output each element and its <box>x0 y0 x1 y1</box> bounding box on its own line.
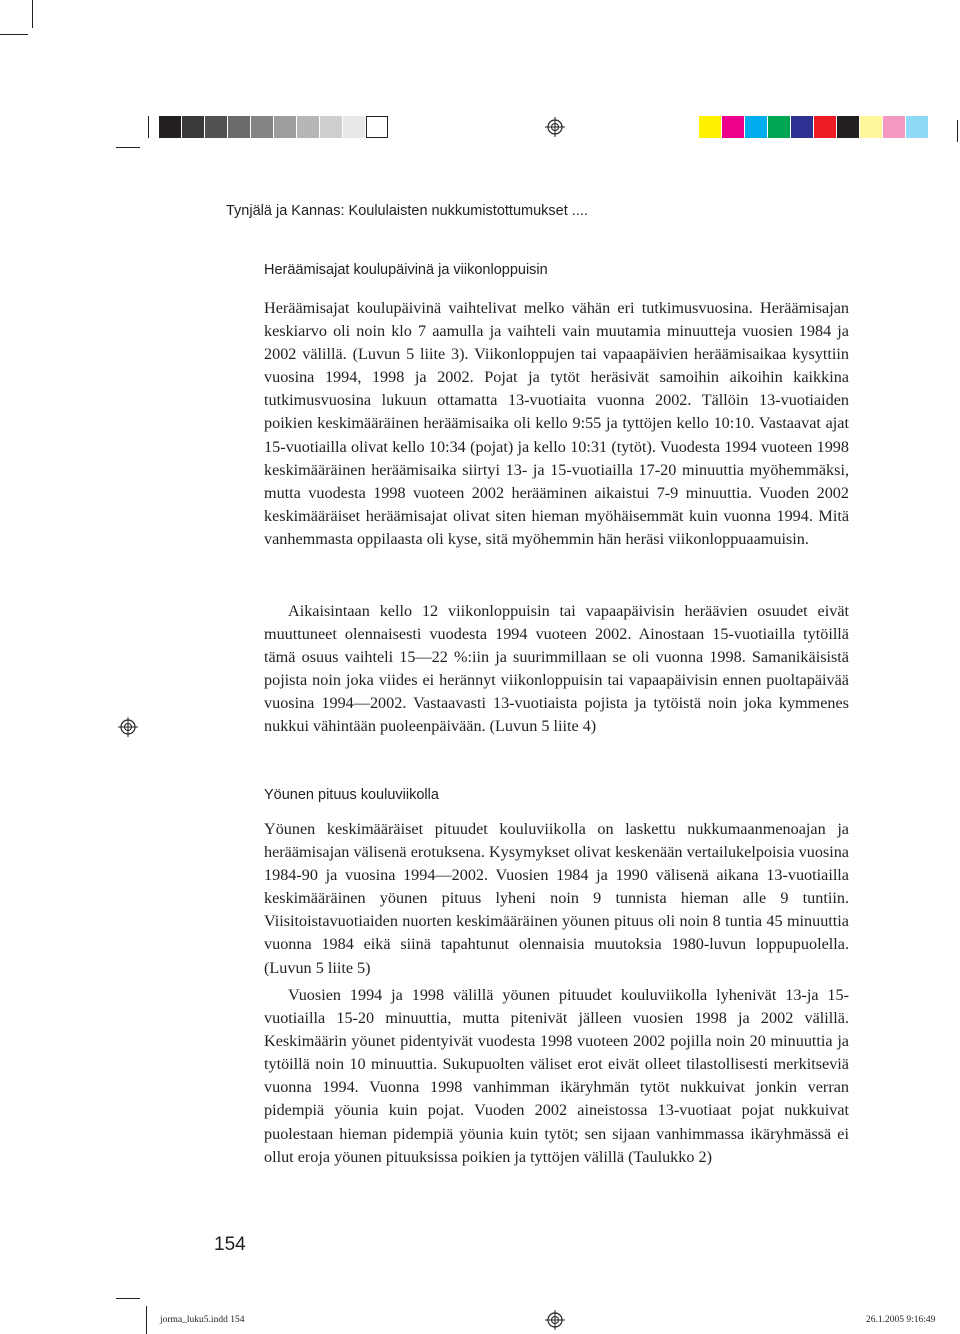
gray-swatch-7 <box>297 116 320 138</box>
crop-mark-bottom-left-vertical <box>146 1306 147 1334</box>
paragraph-heraamisajat-1: Heräämisajat koulupäivinä vaihtelivat melko vähän eri tutkimusvuosina. Heräämisajan keskiarvo oli noin klo 7 aamulla ja vaihteli vain muutamia minuutteja vuosien 1984 ja 2002 välillä. (Luvun 5 liite 3). Viikonloppujen tai vapaapäivien heräämisaikaa kysyttiin vuosina 1994, 1998 ja 2002. Pojat ja tytöt heräsivät samoihin aikoihin kaikkina tutkimusvuosina lukuun ottamatta 13-vuotiaita vuonna 2002. Tällöin 13-vuotiaiden poikien keskimääräinen heräämisaika oli kello 9:55 ja tyttöjen kello 10:10. Vastaavat ajat 15-vuotiailla olivat kello 10:34 (pojat) ja kello 10:31 (tytöt). Vuodesta 1994 vuoteen 1998 keskimääräinen heräämisaika siirtyi 13- ja 15-vuotiailla 17-20 minuuttia myöhemmäksi, mutta vuodesta 1998 vuoteen 2002 herääminen aikaistui 7-9 minuuttia. Vuoden 2002 keskimääräiset heräämisajat olivat siten hieman myöhäisemmät kuin vuonna 1994. Mitä vanhemmasta oppilaasta oli kyse, sitä myöhemmin hän heräsi viikonloppuaamuisin. <box>264 299 849 548</box>
gray-swatch-4 <box>228 116 251 138</box>
registration-mark-top-icon <box>545 117 565 137</box>
color-swatch-10 <box>906 116 929 138</box>
slug-file-info: jorma_luku5.indd 154 <box>160 1315 245 1325</box>
slug-date-info: 26.1.2005 9:16:49 <box>866 1315 936 1325</box>
gray-swatch-9 <box>343 116 366 138</box>
paragraph-heraamisajat-2: Aikaisintaan kello 12 viikonloppuisin tai vapaapäivisin heräävien osuudet eivät muuttuneet olennaisesti vuodesta 1994 vuoteen 2002. Ainostaan 15-vuotiailla tytöillä tämä osuus vaihteli 15—22 %:iin ja suurimmillaan se oli vuonna 1998. Samanikäisistä pojista noin joka viides ei herännyt viikonloppuisin tai vapaapäivisin ennen puoltapäivää vuosina 1994—2002. Vastaavasti 13-vuotiaista pojista ja tytöistä noin joka kymmenes nukkui vähintään puoleenpäivään. (Luvun 5 liite 4) <box>264 602 849 736</box>
crop-mark-bottom-left-horizontal <box>116 1298 140 1299</box>
color-swatch-4 <box>768 116 791 138</box>
color-calibration-bar <box>699 116 929 138</box>
gray-swatch-8 <box>320 116 343 138</box>
crop-mark-top-left-short <box>116 147 140 148</box>
page-number: 154 <box>214 1234 246 1255</box>
section-heading-younen-pituus: Yöunen pituus kouluviikolla <box>264 787 439 803</box>
color-swatch-8 <box>860 116 883 138</box>
gray-calibration-bar <box>159 116 389 138</box>
color-swatch-6 <box>814 116 837 138</box>
gray-swatch-6 <box>274 116 297 138</box>
gray-swatch-5 <box>251 116 274 138</box>
color-swatch-5 <box>791 116 814 138</box>
color-swatch-9 <box>883 116 906 138</box>
paragraph-younen-pituus-1: Yöunen keskimääräiset pituudet kouluviikolla on laskettu nukkumaanmenoajan ja heräämisajan välisenä erotuksena. Kysymykset olivat keskenään vertailukelpoisia vuosina 1984-90 ja vuosina 1994—2002. Vuosien 1984 ja 1990 välisenä aikana 13-vuotiailla keskimääräinen yöunen pituus lyheni noin 9 tunnista hieman alle 9 tuntiin. Viisitoistavuotiaiden nuorten keskimääräinen yöunen pituus oli noin 8 tuntia 45 minuuttia vuonna 1984 eikä siinä tapahtunut olennaisia muutoksia 1980-luvun loppupuolella. (Luvun 5 liite 5) <box>264 820 849 977</box>
section-heading-heraamisajat: Heräämisajat koulupäivinä ja viikonloppuisin <box>264 262 548 278</box>
color-swatch-7 <box>837 116 860 138</box>
color-swatch-1 <box>699 116 722 138</box>
color-swatch-2 <box>722 116 745 138</box>
crop-mark-right-vertical <box>957 120 958 142</box>
registration-mark-bottom-icon <box>545 1310 565 1330</box>
crop-mark-top-left-horizontal <box>0 34 28 35</box>
running-head: Tynjälä ja Kannas: Koululaisten nukkumistottumukset .... <box>226 203 588 219</box>
gray-swatch-10 <box>366 116 389 138</box>
gray-swatch-1 <box>159 116 182 138</box>
registration-mark-left-icon <box>118 717 138 737</box>
gray-swatch-3 <box>205 116 228 138</box>
color-swatch-3 <box>745 116 768 138</box>
paragraph-younen-pituus-2: Vuosien 1994 ja 1998 välillä yöunen pituudet kouluviikolla lyhenivät 13-ja 15-vuotiailla 15-20 minuuttia, mutta pitenivät jälleen vuosien 1998 ja 2002 välillä. Keskimäärin yöunet pidentyivät vuodesta 1998 vuoteen 2002 pojilla noin 20 minuuttia ja tytöillä noin 10 minuuttia. Sukupuolten väliset erot eivät olleet tilastollisesti merkitseviä vuonna 1994. Vuonna 1998 vanhimman ikäryhmän tytöt nukkuivat jonkin verran pidempiä yöunia kuin pojat. Vuoden 2002 aineistossa 13-vuotiaat pojat nukkuivat puolestaan hieman pidempiä yöunia kuin tytöt; sen sijaan vanhimmassa ikäryhmässä ei ollut eroja yöunen pituuksissa poikien ja tyttöjen välillä (Taulukko 2) <box>264 986 849 1166</box>
gray-swatch-2 <box>182 116 205 138</box>
crop-mark-top-left-vertical <box>32 0 33 28</box>
gray-bar-left-tick <box>148 116 149 138</box>
